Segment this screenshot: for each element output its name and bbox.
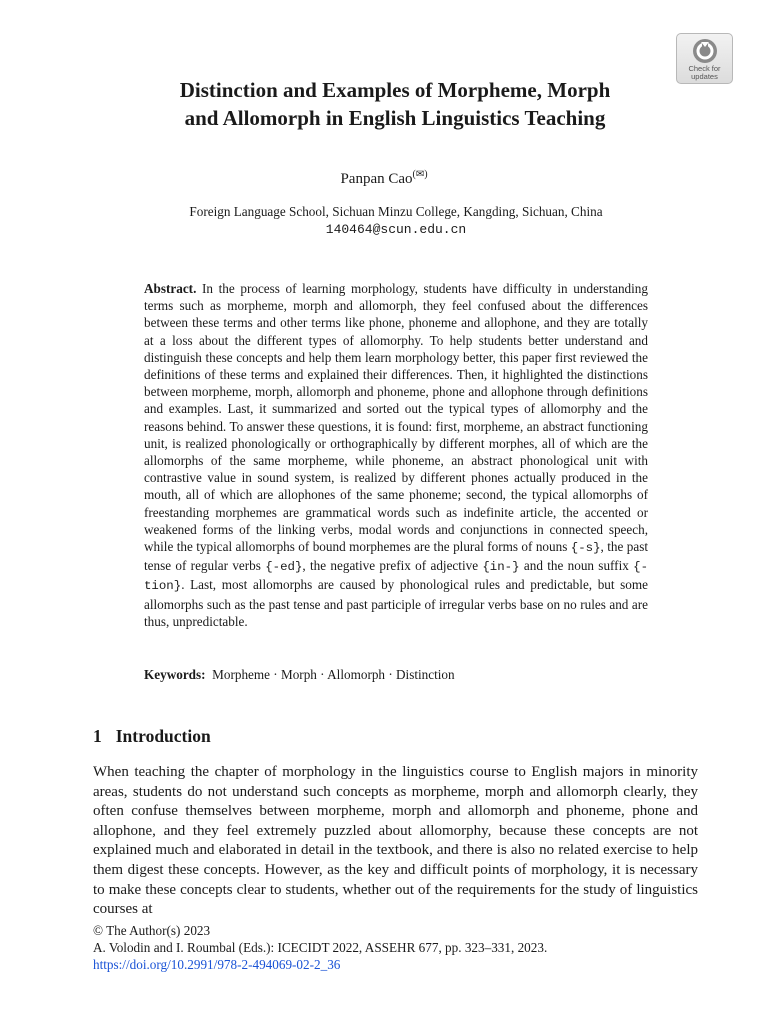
author-email[interactable]: 140464@scun.edu.cn [325, 222, 467, 237]
title-line-2: and Allomorph in English Linguistics Teaching [184, 106, 606, 130]
keywords-label: Keywords: [144, 667, 206, 682]
abstract-text-2: , the past tense of regular verbs [144, 539, 648, 574]
keywords [144, 667, 648, 683]
abstract-text-4: and the noun suffix [523, 558, 629, 574]
author [0, 169, 768, 188]
footer [93, 922, 698, 973]
doi-link[interactable]: https://doi.org/10.2991/978-2-494069-02-2_36 [93, 957, 341, 972]
introduction-paragraph: When teaching the chapter of morphology in the linguistics course to English majors in minority areas, students do not understand such concepts as morpheme, morph and allomorph clearly, they often confuse themselves between morpheme, morph and allomorph and phoneme, phone and allophone, and they feel extremely puzzled about allomorphy, because these concepts are not explained much and elaborated in detail in the textbook, and there is also no related exercise to help them digest these concepts. However, as the key and difficult points of morphology, it is necessary to make these concepts clear to students, whether out of the requirements for the study of linguistics courses at [93, 764, 698, 918]
abstract-text-5: . Last, most allomorphs are caused by phonological rules and predictable, but some allomorphs such as the past tense and past participle of irregular verbs base on no rules and are thus, unpredictable. [144, 577, 648, 629]
badge-label [688, 65, 720, 81]
badge-line-2: updates [691, 72, 718, 81]
keywords-list: Morpheme · Morph · Allomorph · Distinction [212, 667, 455, 682]
author-name: Panpan Cao [340, 171, 413, 187]
paper-title [100, 76, 690, 132]
badge-line-1: Check for [688, 64, 721, 73]
abstract-code-prefix: {in-} [482, 560, 520, 575]
abstract-text-3: , the negative prefix of adjective [302, 558, 479, 574]
title-line-1: Distinction and Examples of Morpheme, Morph [179, 78, 611, 102]
check-for-updates-icon [692, 38, 718, 64]
section-number: 1 [93, 726, 102, 746]
abstract-code-suffix: {-tion} [144, 560, 649, 594]
copyright: © The Author(s) 2023 [93, 923, 211, 938]
abstract-code-plural: {-s} [570, 541, 601, 556]
affiliation: Foreign Language School, Sichuan Minzu College, Kangding, Sichuan, China [189, 204, 603, 219]
citation: A. Volodin and I. Roumbal (Eds.): ICECIDT 2022, ASSEHR 677, pp. 323–331, 2023. [93, 940, 548, 955]
section-heading-introduction [93, 726, 211, 747]
abstract-code-past: {-ed} [265, 560, 303, 575]
abstract [144, 280, 648, 630]
abstract-label: Abstract. [144, 281, 197, 296]
section-title: Introduction [115, 726, 211, 746]
corresponding-author-mark[interactable]: (✉) [412, 169, 428, 180]
abstract-text-1: In the process of learning morphology, students have difficulty in understanding terms such as morpheme, morph and allomorph, they feel confused about the differences between these terms and other terms like phone, phoneme and allophone, and they are totally at a loss about the different types of allomorphy. To help students better understand and distinguish these concepts and help them learn morphology better, this paper first reviewed the definitions of these terms and explained their differences. Then, it highlighted the distinctions between morpheme, morph, allomorph and phoneme, phone and allophone through definitions and examples. Last, it summarized and sorted out the typical types of allomorphy and the reasons behind. To answer these questions, it is found: first, morpheme, an abstract functioning unit, is realized phonologically or orthographically by different morphes, all of which are the allomorphs of the same morpheme, while phoneme, an abstract phonological unit with contrastive value in sound system, is realized by different phones actually produced in the mouth, all of which are allophones of the same phoneme; second, the typical allomorphs of freestanding morphemes are grammatical words such as indefinite article, the accented or weakened forms of the linking verbs, modal words and conjunctions in connected speech, while the typical allomorphs of bound morphemes are the plural forms of nouns [144, 281, 648, 555]
